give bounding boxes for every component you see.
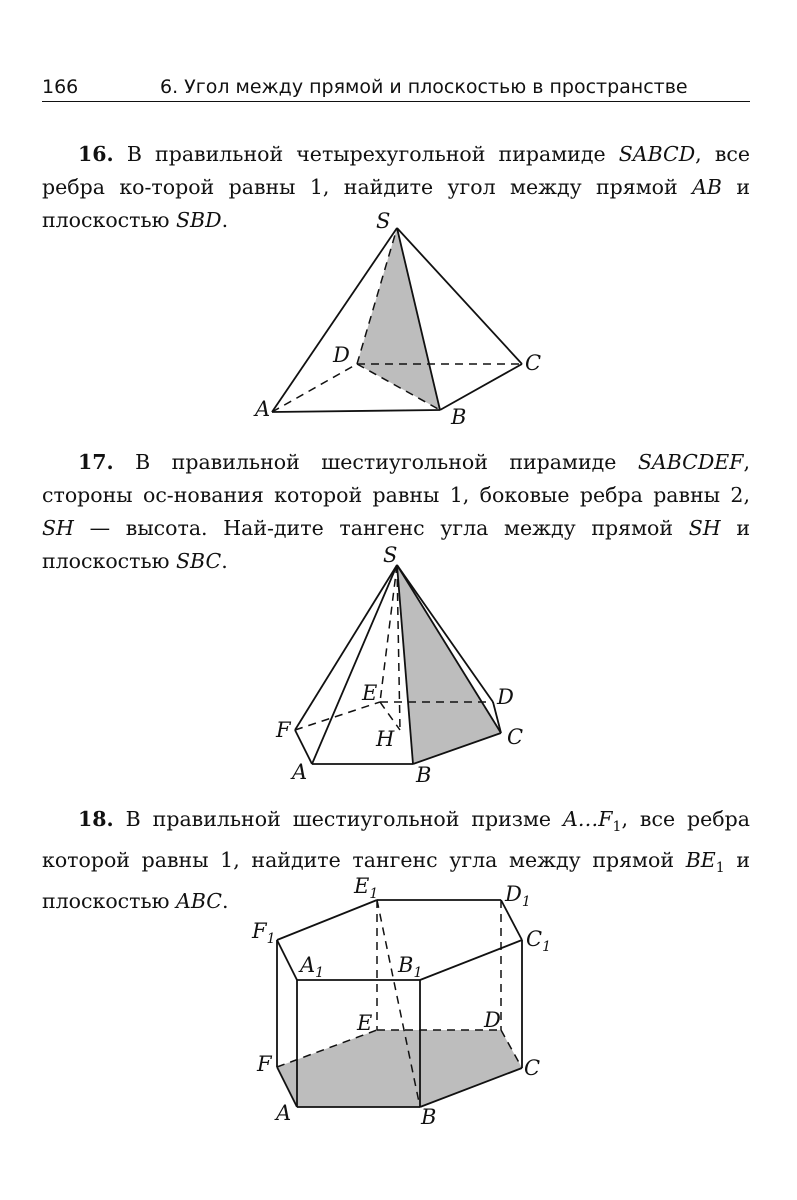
problem-text: . <box>221 889 229 914</box>
label-a1: $A_1$ <box>300 953 325 981</box>
label-b: B <box>451 405 467 429</box>
subscript: 1 <box>715 860 725 877</box>
math-term: SABCDEF <box>637 450 744 474</box>
label-e1: $E_1$ <box>354 874 379 902</box>
chapter-title: 6. Угол между прямой и плоскостью в пространстве <box>160 76 688 98</box>
label-s: S <box>376 209 391 233</box>
problem-text: . <box>221 549 228 573</box>
label-e: E <box>362 681 378 705</box>
label-d1: $D_1$ <box>505 882 531 910</box>
label-a: A <box>276 1101 292 1125</box>
problem-number: 17. <box>78 450 114 474</box>
label-f: F <box>276 718 291 742</box>
problem-text: В правильной шестиугольной призме <box>125 807 563 831</box>
problem-text: В правильной четырехугольной пирамиде <box>126 142 619 166</box>
label-d: D <box>497 685 514 709</box>
base-abc <box>277 1030 522 1107</box>
label-a: A <box>255 397 271 421</box>
problem-text: , все ребра которой равны 1, найдите тангенс угла между прямой <box>42 807 750 873</box>
math-term: BE <box>685 848 716 873</box>
problem-text: . <box>221 208 229 232</box>
page-number: 166 <box>42 76 79 98</box>
math-term: ABC <box>176 889 222 914</box>
problem-number: 16. <box>78 142 114 166</box>
problem-text: В правильной шестиугольной пирамиде <box>135 450 638 474</box>
label-c: C <box>525 351 542 375</box>
problem-text: и плоскостью <box>42 848 750 914</box>
math-term: SBD <box>176 208 222 232</box>
label-c: C <box>507 725 524 749</box>
subscript: 1 <box>612 819 622 836</box>
math-term: SH <box>42 516 74 540</box>
math-term: SBC <box>176 549 222 573</box>
label-d: D <box>484 1008 501 1032</box>
math-term: SABCD <box>618 142 696 166</box>
problem-text: и плоскостью <box>42 175 750 232</box>
label-b: B <box>416 763 432 787</box>
problem-text: , все ребра ко-торой равны 1, найдите угол между прямой <box>42 142 750 199</box>
problem-text: и плоскостью <box>42 516 750 573</box>
label-h: H <box>376 727 395 751</box>
math-term: SH <box>688 516 721 540</box>
label-s: S <box>383 543 398 567</box>
label-b1: $B_1$ <box>398 953 423 981</box>
label-c: C <box>524 1056 541 1080</box>
label-e: E <box>357 1011 373 1035</box>
label-f: F <box>257 1052 272 1076</box>
math-term: AB <box>692 175 722 199</box>
label-b: B <box>421 1105 437 1129</box>
problem-number: 18. <box>78 807 114 831</box>
math-term: A…F <box>563 807 613 831</box>
problem-text: — высота. Най-дите тангенс угла между прямой <box>73 516 689 540</box>
label-d: D <box>333 343 350 367</box>
label-f1: $F_1$ <box>252 919 276 947</box>
label-a: A <box>292 760 308 784</box>
problem-text: , стороны ос-нования которой равны 1, боковые ребра равны 2, <box>42 450 750 507</box>
label-c1: $C_1$ <box>526 927 551 955</box>
